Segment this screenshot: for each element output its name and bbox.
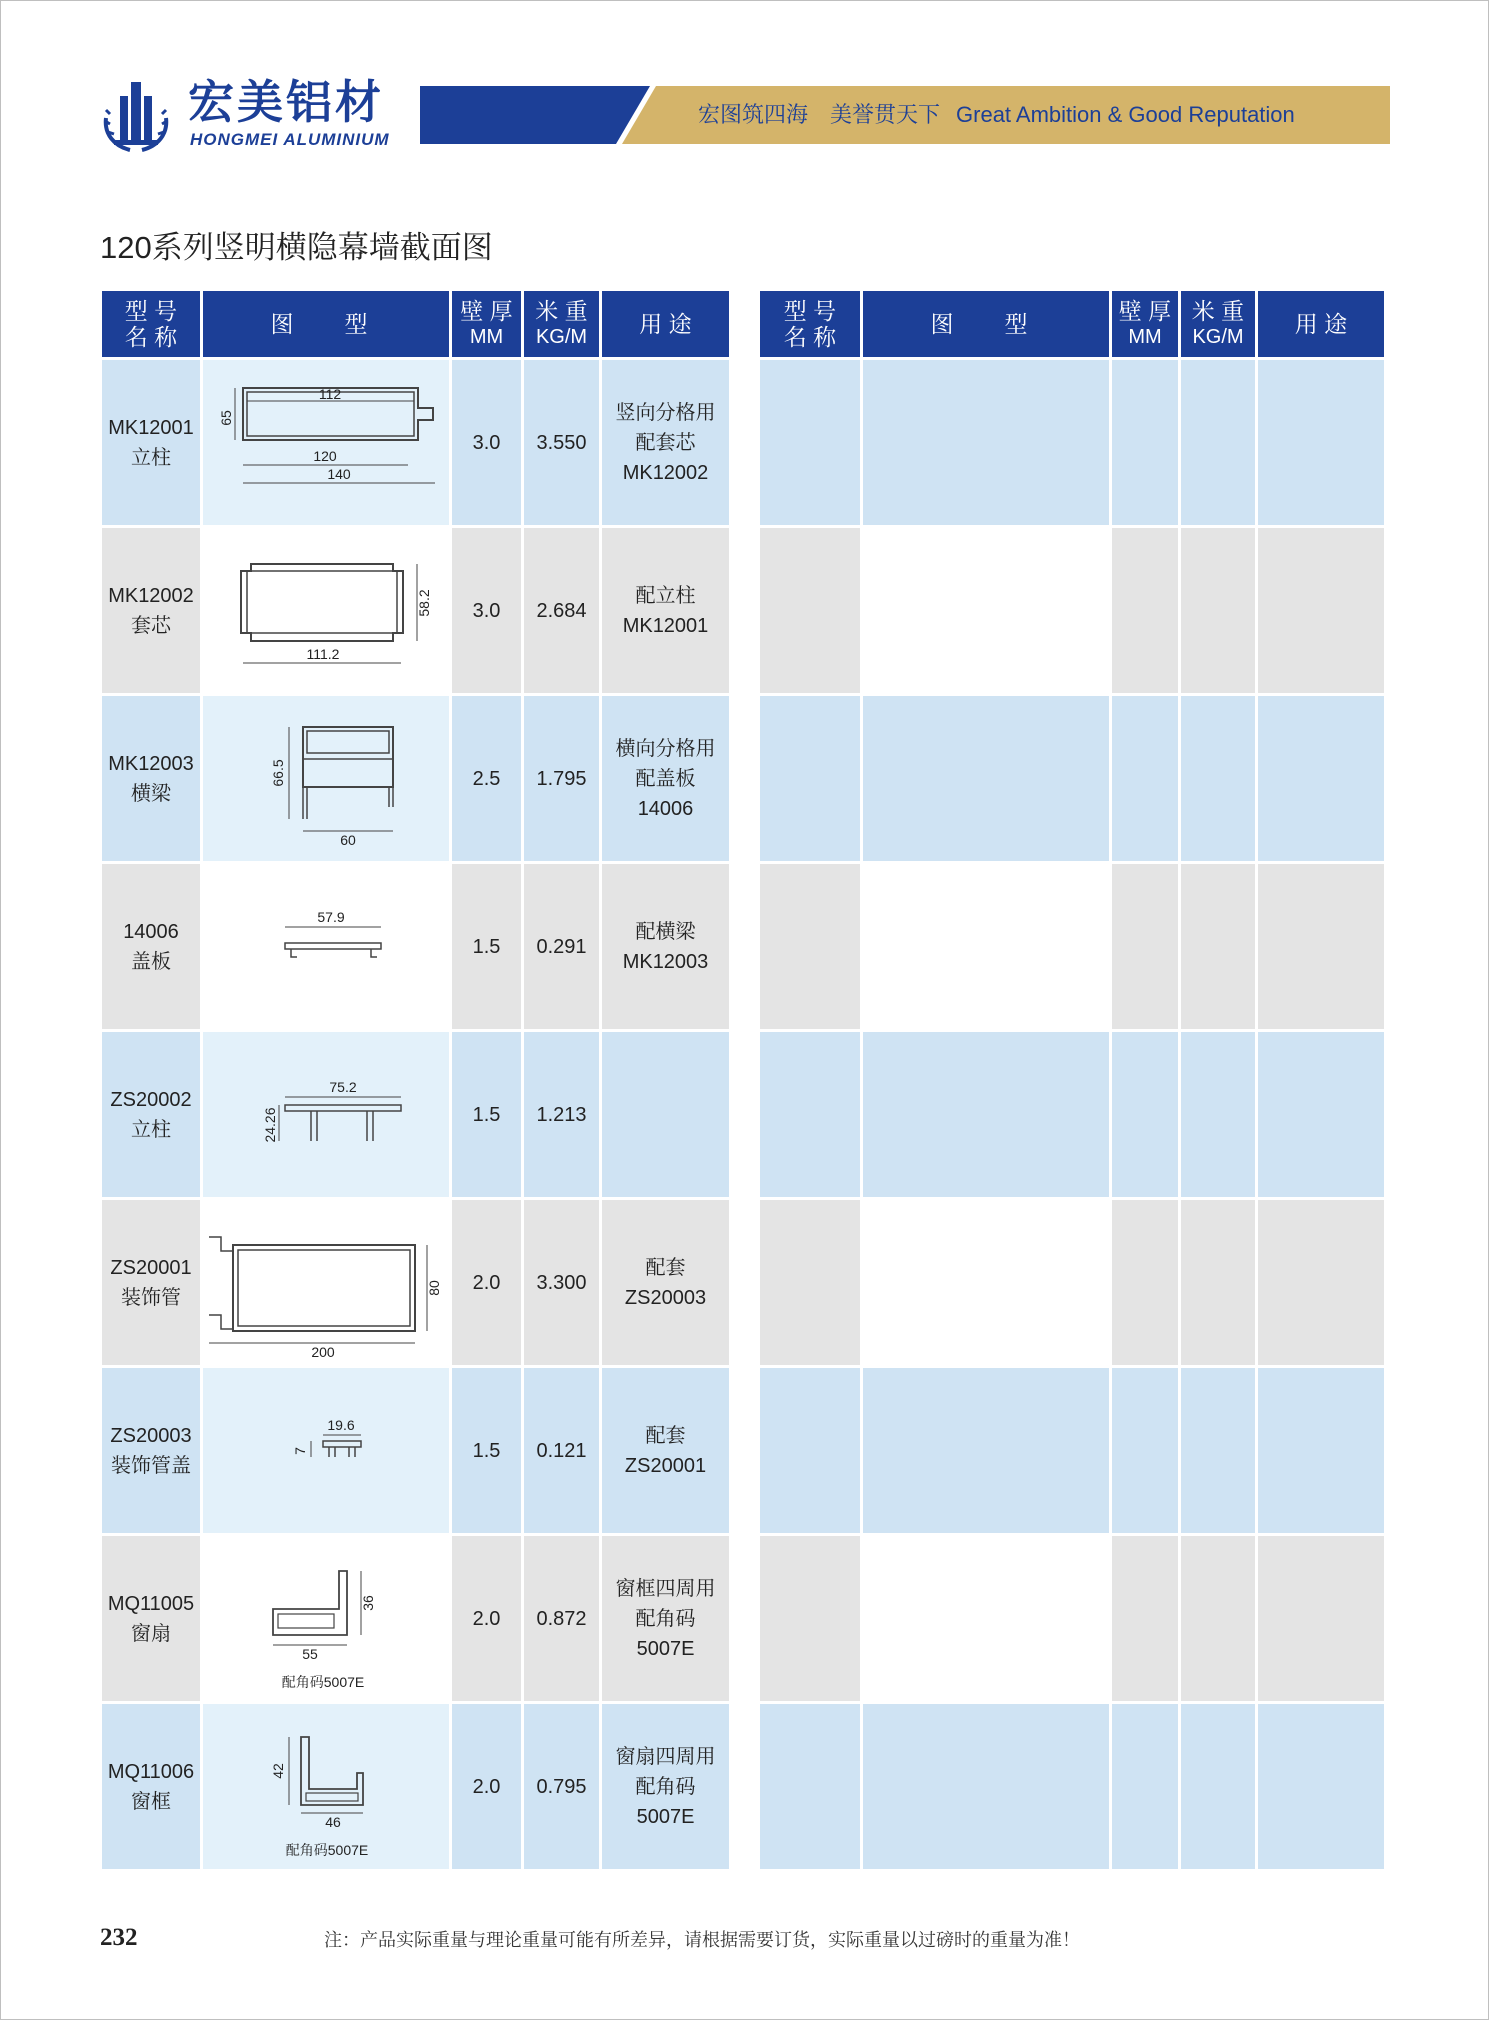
usage-cell (602, 1032, 729, 1197)
table-row (760, 1200, 1384, 1365)
empty-cell (1181, 1032, 1255, 1197)
header-weight: 米 重 KG/M (524, 291, 599, 357)
empty-cell (760, 1200, 860, 1365)
svg-text:配角码5007E: 配角码5007E (281, 1673, 365, 1690)
table-row (102, 1368, 729, 1533)
empty-cell (1112, 1032, 1178, 1197)
table-row (102, 1032, 729, 1197)
drawing-cell (203, 864, 449, 1029)
profile-drawing-mq11005 (203, 1539, 449, 1699)
weight-cell: 0.121 (524, 1368, 599, 1533)
empty-cell (863, 1032, 1109, 1197)
empty-cell (760, 1368, 860, 1533)
svg-text:42: 42 (270, 1762, 286, 1779)
header-drawing: 图 型 (863, 291, 1109, 357)
empty-cell (1112, 360, 1178, 525)
table-row (760, 1032, 1384, 1197)
header-thickness: 壁 厚 MM (1112, 291, 1178, 357)
table-row (760, 864, 1384, 1029)
drawing-cell (203, 1032, 449, 1197)
profile-drawing-mk12003 (203, 699, 449, 859)
table-row (102, 360, 729, 525)
empty-cell (1181, 696, 1255, 861)
empty-cell (863, 1704, 1109, 1869)
building-logo-icon (100, 74, 172, 154)
profile-table-right (757, 288, 1387, 1872)
table-row (760, 1368, 1384, 1533)
table-row (760, 360, 1384, 525)
header-model: 型 号 名 称 (102, 291, 200, 357)
usage-cell: 窗扇四周用 配角码 5007E (602, 1704, 729, 1869)
thickness-cell: 1.5 (452, 1032, 521, 1197)
header-weight: 米 重 KG/M (1181, 291, 1255, 357)
empty-cell (1258, 1368, 1384, 1533)
thickness-cell: 3.0 (452, 360, 521, 525)
svg-text:120: 120 (313, 447, 337, 464)
model-cell: MK12003 横梁 (102, 696, 200, 861)
slogan-cn: 宏图筑四海 美誉贯天下 (698, 102, 941, 127)
svg-text:19.6: 19.6 (327, 1416, 355, 1433)
usage-cell: 竖向分格用 配套芯 MK12002 (602, 360, 729, 525)
brand-name-cn: 宏美铝材 (188, 76, 384, 128)
empty-cell (1258, 1032, 1384, 1197)
thickness-cell: 2.0 (452, 1200, 521, 1365)
header-thickness: 壁 厚 MM (452, 291, 521, 357)
thickness-cell: 2.0 (452, 1704, 521, 1869)
svg-text:112: 112 (318, 385, 342, 402)
drawing-cell (203, 360, 449, 525)
table-row (102, 1704, 729, 1869)
empty-cell (1181, 360, 1255, 525)
table-row (760, 1536, 1384, 1701)
model-cell: MQ11005 窗扇 (102, 1536, 200, 1701)
empty-cell (1181, 1704, 1255, 1869)
profile-table-left (99, 288, 732, 1872)
footer-note: 注：产品实际重量与理论重量可能有所差异，请根据需要订货，实际重量以过磅时的重量为准！ (324, 1930, 1080, 1950)
empty-cell (1258, 528, 1384, 693)
table-row (102, 696, 729, 861)
empty-cell (1181, 1536, 1255, 1701)
empty-cell (863, 360, 1109, 525)
empty-cell (863, 528, 1109, 693)
svg-text:60: 60 (340, 831, 356, 848)
model-cell: ZS20003 装饰管盖 (102, 1368, 200, 1533)
empty-cell (1112, 1704, 1178, 1869)
profile-drawing-mk12001 (203, 363, 449, 523)
empty-cell (1258, 696, 1384, 861)
svg-text:46: 46 (325, 1813, 341, 1830)
svg-text:65: 65 (218, 409, 234, 426)
slogan-en: Great Ambition & Good Reputation (956, 102, 1295, 127)
empty-cell (1112, 528, 1178, 693)
drawing-cell (203, 1368, 449, 1533)
weight-cell: 3.300 (524, 1200, 599, 1365)
drawing-cell (203, 528, 449, 693)
thickness-cell: 1.5 (452, 864, 521, 1029)
usage-cell: 配横梁 MK12003 (602, 864, 729, 1029)
empty-cell (1112, 696, 1178, 861)
svg-text:57.9: 57.9 (317, 908, 345, 925)
weight-cell: 1.795 (524, 696, 599, 861)
empty-cell (1112, 1536, 1178, 1701)
empty-cell (1112, 1200, 1178, 1365)
drawing-cell (203, 1704, 449, 1869)
thickness-cell: 1.5 (452, 1368, 521, 1533)
empty-cell (863, 696, 1109, 861)
header-drawing: 图 型 (203, 291, 449, 357)
table-row (760, 1704, 1384, 1869)
empty-cell (1181, 1368, 1255, 1533)
empty-cell (1258, 360, 1384, 525)
brand-logo (100, 74, 402, 154)
profile-drawing-mq11006 (203, 1707, 449, 1867)
slogan-banner (420, 86, 1390, 144)
profile-drawing-mk12002 (203, 531, 449, 691)
usage-cell: 横向分格用 配盖板 14006 (602, 696, 729, 861)
empty-cell (1258, 1536, 1384, 1701)
drawing-cell (203, 696, 449, 861)
empty-cell (863, 1368, 1109, 1533)
profile-drawing-zs20003 (203, 1371, 449, 1531)
svg-text:7: 7 (292, 1446, 308, 1455)
empty-cell (1112, 864, 1178, 1029)
empty-cell (1258, 1200, 1384, 1365)
usage-cell: 配套 ZS20001 (602, 1368, 729, 1533)
usage-cell: 配立柱 MK12001 (602, 528, 729, 693)
empty-cell (760, 696, 860, 861)
header-usage: 用 途 (1258, 291, 1384, 357)
slogan (698, 86, 1295, 144)
table-header-row (102, 291, 729, 357)
svg-text:200: 200 (311, 1343, 335, 1360)
model-cell: MK12001 立柱 (102, 360, 200, 525)
model-cell: 14006 盖板 (102, 864, 200, 1029)
weight-cell: 2.684 (524, 528, 599, 693)
profile-drawing-zs20002 (203, 1035, 449, 1195)
table-row (102, 528, 729, 693)
thickness-cell: 2.5 (452, 696, 521, 861)
weight-cell: 0.291 (524, 864, 599, 1029)
svg-text:66.5: 66.5 (270, 758, 286, 787)
model-cell: MQ11006 窗框 (102, 1704, 200, 1869)
empty-cell (1181, 528, 1255, 693)
brand-name-en: HONGMEI ALUMINIUM (190, 130, 390, 149)
table-row (102, 1536, 729, 1701)
header-usage: 用 途 (602, 291, 729, 357)
usage-cell: 配套 ZS20003 (602, 1200, 729, 1365)
table-header-row (760, 291, 1384, 357)
empty-cell (1258, 1704, 1384, 1869)
empty-cell (1181, 1200, 1255, 1365)
svg-text:55: 55 (302, 1645, 318, 1662)
weight-cell: 1.213 (524, 1032, 599, 1197)
empty-cell (760, 1536, 860, 1701)
page-title: 120系列竖明横隐幕墙截面图 (100, 230, 493, 265)
header-model: 型 号 名 称 (760, 291, 860, 357)
svg-text:75.2: 75.2 (329, 1078, 357, 1095)
empty-cell (863, 1200, 1109, 1365)
weight-cell: 0.795 (524, 1704, 599, 1869)
svg-text:111.2: 111.2 (306, 645, 340, 662)
model-cell: ZS20001 装饰管 (102, 1200, 200, 1365)
empty-cell (863, 1536, 1109, 1701)
empty-cell (1181, 864, 1255, 1029)
table-row (102, 864, 729, 1029)
empty-cell (760, 360, 860, 525)
weight-cell: 3.550 (524, 360, 599, 525)
empty-cell (1258, 864, 1384, 1029)
usage-cell: 窗框四周用 配角码 5007E (602, 1536, 729, 1701)
empty-cell (760, 1032, 860, 1197)
empty-cell (760, 528, 860, 693)
svg-text:58.2: 58.2 (416, 588, 432, 617)
svg-text:配角码5007E: 配角码5007E (285, 1841, 369, 1858)
empty-cell (760, 864, 860, 1029)
profile-drawing-zs20001 (203, 1203, 449, 1363)
svg-text:80: 80 (426, 1279, 442, 1296)
thickness-cell: 2.0 (452, 1536, 521, 1701)
model-cell: MK12002 套芯 (102, 528, 200, 693)
svg-text:24.26: 24.26 (262, 1106, 278, 1143)
thickness-cell: 3.0 (452, 528, 521, 693)
empty-cell (863, 864, 1109, 1029)
table-row (760, 696, 1384, 861)
model-cell: ZS20002 立柱 (102, 1032, 200, 1197)
empty-cell (760, 1704, 860, 1869)
page-number: 232 (100, 1924, 138, 1951)
drawing-cell (203, 1200, 449, 1365)
empty-cell (1112, 1368, 1178, 1533)
drawing-cell (203, 1536, 449, 1701)
weight-cell: 0.872 (524, 1536, 599, 1701)
table-row (760, 528, 1384, 693)
table-row (102, 1200, 729, 1365)
svg-text:36: 36 (360, 1594, 376, 1611)
svg-text:140: 140 (327, 465, 351, 482)
profile-drawing-14006 (203, 867, 449, 1027)
